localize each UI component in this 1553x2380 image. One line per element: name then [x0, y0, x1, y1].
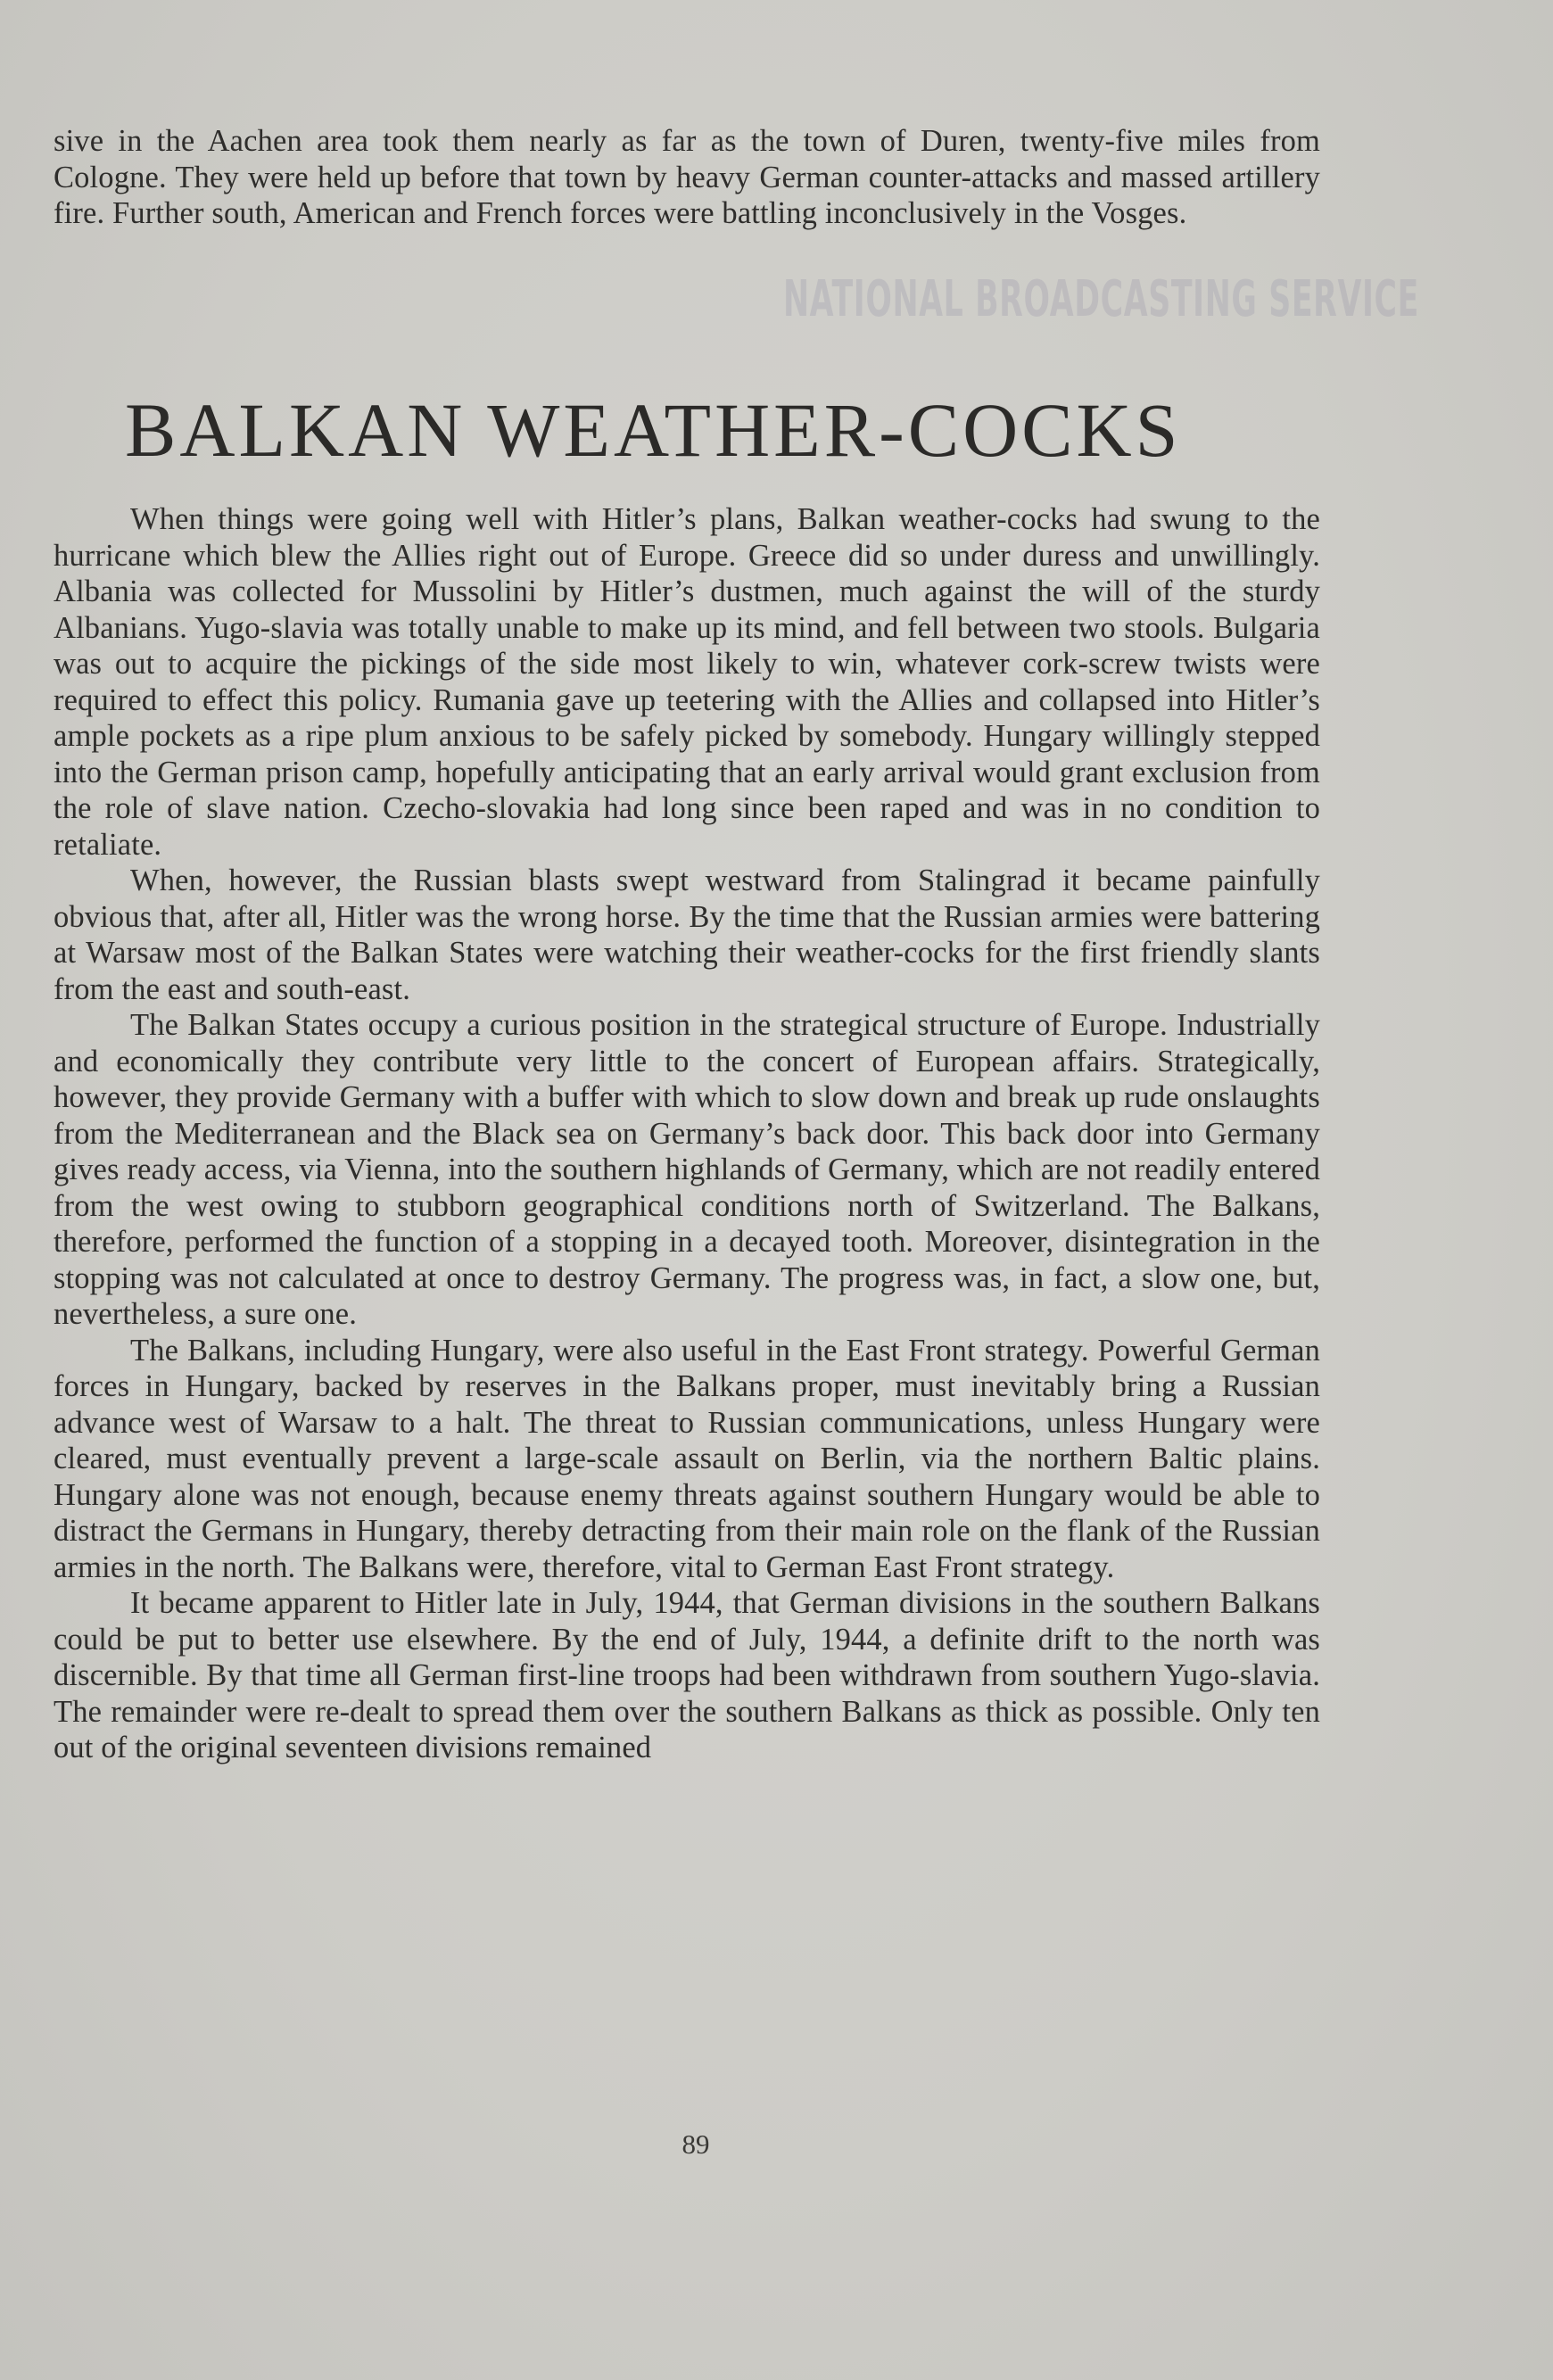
- library-stamp: NATIONAL BROADCASTING SERVICE: [783, 270, 1419, 328]
- intro-paragraph-block: [54, 123, 1320, 232]
- article-title: BALKAN WEATHER-COCKS: [125, 387, 1182, 473]
- body-paragraph-3: The Balkan States occupy a curious position in the strategical structure of Europe. Industrially and economically they contribute very little to the concert of European affairs. Strategically, however, they provide Germany with a buffer with which to slow down and break up rude onslaughts from the Mediterranean and the Black sea on Germany’s back door. This back door into Germany gives ready access, via Vienna, into the southern highlands of Germany, which are not readily entered from the west owing to stubborn geographical conditions north of Switzerland. The Balkans, therefore, performed the function of a stopping in a decayed tooth. Moreover, disintegration in the stopping was not calculated at once to destroy Germany. The progress was, in fact, a slow one, but, nevertheless, a sure one.: [54, 1008, 1320, 1331]
- body-paragraph-1: When things were going well with Hitler’s plans, Balkan weather-cocks had swung to the hurricane which blew the Allies right out of Europe. Greece did so under duress and unwillingly. Albania was collected for Mussolini by Hitler’s dustmen, much against the will of the sturdy Albanians. Yugo-slavia was totally unable to make up its mind, and fell between two stools. Bulgaria was out to acquire the pickings of the side most likely to win, whatever cork-screw twists were required to effect this policy. Rumania gave up teetering with the Allies and collapsed into Hitler’s ample pockets as a ripe plum anxious to be safely picked by somebody. Hungary willingly stepped into the German prison camp, hopefully anticipating that an early arrival would grant exclusion from the role of slave nation. Czecho-slovakia had long since been raped and was in no condition to retaliate.: [54, 502, 1320, 862]
- body-paragraph-5: It became apparent to Hitler late in July, 1944, that German divisions in the southern Balkans could be put to better use elsewhere. By the end of July, 1944, a definite drift to the north was discernible. By that time all German first-line troops had been withdrawn from southern Yugo-slavia. The remainder were re-dealt to spread them over the southern Balkans as thick as possible. Only ten out of the original seventeen divisions remained: [54, 1586, 1320, 1764]
- intro-paragraph: sive in the Aachen area took them nearly as far as the town of Duren, twenty-five miles from Cologne. They were held up before that town by heavy German counter-attacks and massed artillery fire. Further south, American and French forces were battling inconclusively in the Vosges.: [54, 124, 1320, 230]
- page-number: 89: [682, 2128, 710, 2160]
- article-body: [54, 501, 1320, 1766]
- body-paragraph-4: The Balkans, including Hungary, were also useful in the East Front strategy. Powerful German forces in Hungary, backed by reserves in the Balkans proper, must inevitably bring a Russian advance west of Warsaw to a halt. The threat to Russian communications, unless Hungary were cleared, must eventually prevent a large-scale assault on Berlin, via the northern Baltic plains. Hungary alone was not enough, because enemy threats against southern Hungary would be able to distract the Germans in Hungary, thereby detracting from their main role on the flank of the Russian armies in the north. The Balkans were, therefore, vital to German East Front strategy.: [54, 1333, 1320, 1584]
- body-paragraph-2: When, however, the Russian blasts swept westward from Stalingrad it became painfully obvious that, after all, Hitler was the wrong horse. By the time that the Russian armies were battering at Warsaw most of the Balkan States were watching their weather-cocks for the first friendly slants from the east and south-east.: [54, 864, 1320, 1006]
